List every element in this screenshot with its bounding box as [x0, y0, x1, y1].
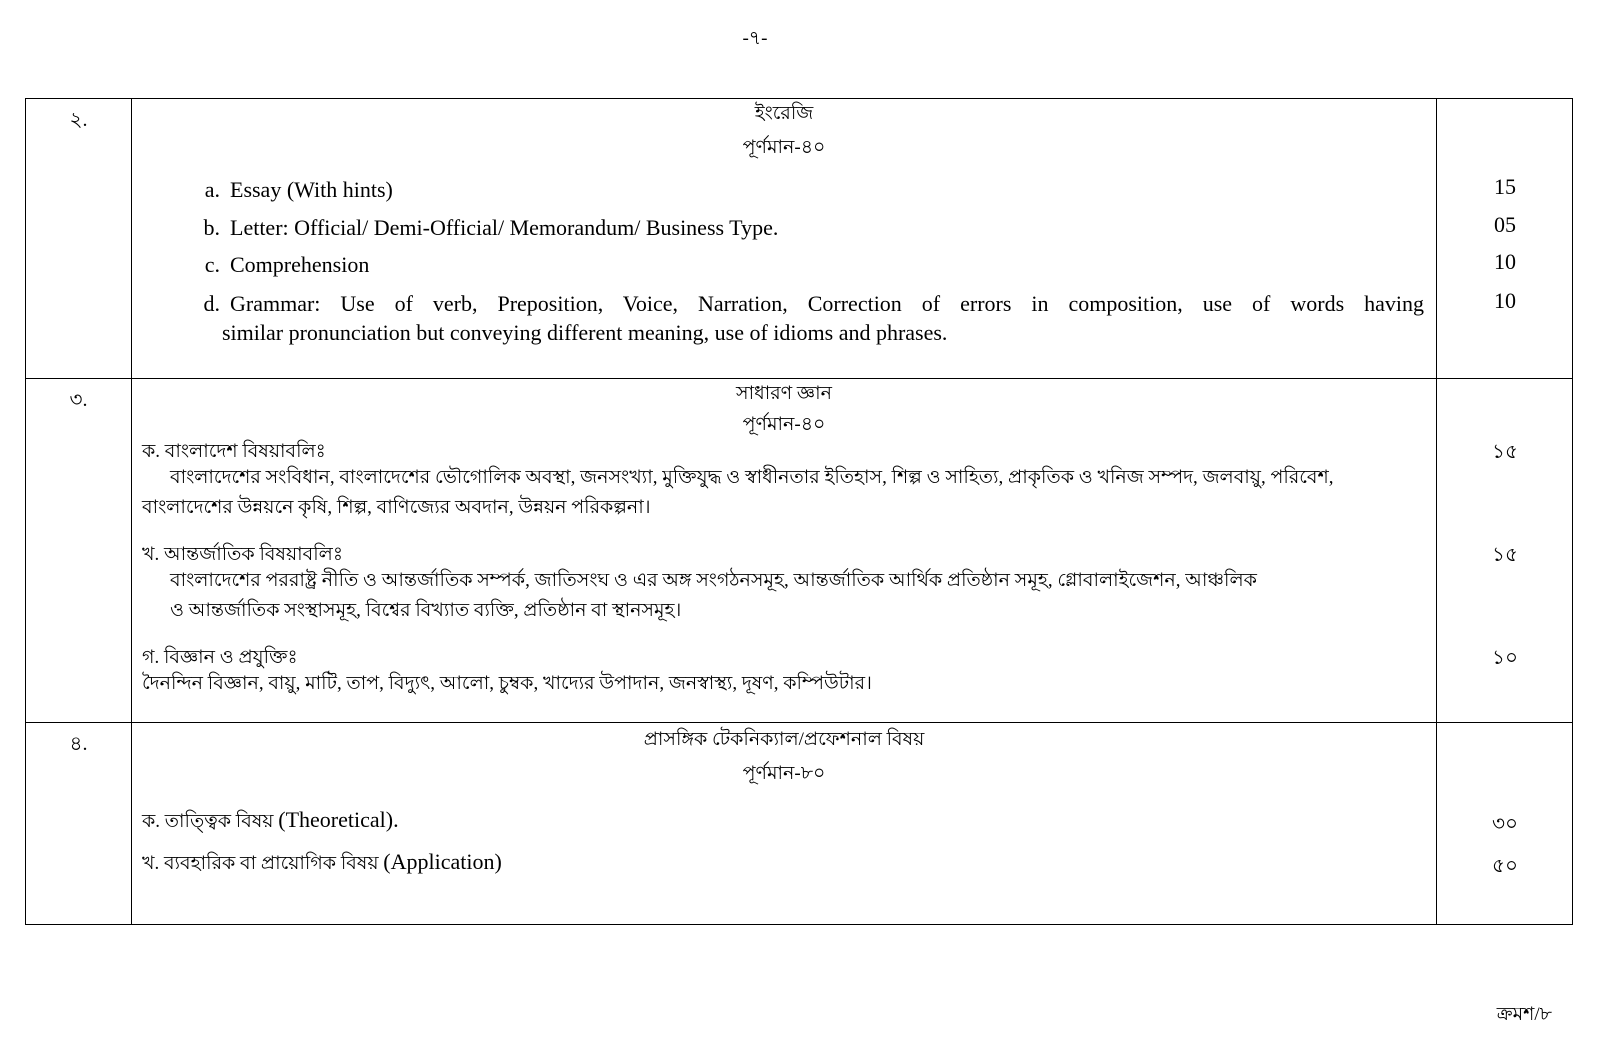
mark-value: 15: [1494, 174, 1516, 199]
full-marks: পূর্ণমান-৮০: [742, 763, 826, 784]
mark-value: ১০: [1492, 647, 1518, 669]
marks-column: [1437, 723, 1573, 925]
gk-heading-science: গ. বিজ্ঞান ও প্রযুক্তিঃ: [142, 647, 298, 668]
english-item-d-continued: similar pronunciation but conveying different meaning, use of idioms and phrases.: [222, 320, 948, 345]
marks-column: [1437, 379, 1573, 723]
mark-value: ১৫: [1492, 544, 1518, 566]
english-item-b: b. Letter: Official/ Demi-Official/ Memorandum/ Business Type.: [203, 215, 779, 240]
section-number: ৪.: [26, 723, 132, 925]
full-marks: পূর্ণমান-৪০: [742, 414, 826, 435]
syllabus-table: [25, 98, 1573, 925]
technical-item-application: খ. ব্যবহারিক বা প্রায়োগিক বিষয় (Application): [142, 849, 502, 874]
section-gk-content: [132, 379, 1437, 723]
english-item-c: c. Comprehension: [204, 252, 370, 277]
mark-value: 05: [1494, 212, 1516, 237]
section-title: ইংরেজি: [754, 103, 814, 124]
gk-body-bangladesh: বাংলাদেশের সংবিধান, বাংলাদেশের ভৌগোলিক অবস্থা, জনসংখ্যা, মুক্তিযুদ্ধ ও স্বাধীনতার ইতিহাস, শিল্প ও সাহিত্য, প্রাকৃতিক ও খনিজ সম্পদ, জলবায়ু, পরিবেশ, বাংলাদেশের উন্নয়নে কৃষি, শিল্প, বাণিজ্যের অবদান, উন্নয়ন পরিকল্পনা।: [142, 467, 1334, 518]
english-item-d: d. Grammar: Use of verb, Preposition, Voice, Narration, Correction of errors in composition, use of words having: [203, 291, 1424, 316]
gk-heading-international: খ. আন্তর্জাতিক বিষয়াবলিঃ: [142, 544, 343, 565]
technical-item-theoretical: ক. তাত্ত্বিক বিষয় (Theoretical).: [142, 807, 399, 832]
section-technical-row: [26, 723, 1573, 925]
page-number: -৭-: [742, 28, 768, 49]
full-marks: পূর্ণমান-৪০: [742, 137, 826, 158]
mark-value: 10: [1494, 288, 1516, 313]
section-number: ৩.: [26, 379, 132, 723]
section-english-content: [132, 99, 1437, 379]
section-technical-content: [132, 723, 1437, 925]
mark-value: 10: [1494, 249, 1516, 274]
mark-value: ৩০: [1491, 813, 1518, 835]
english-item-a: a. Essay (With hints): [204, 177, 393, 202]
gk-heading-bangladesh: ক. বাংলাদেশ বিষয়াবলিঃ: [142, 441, 326, 462]
continuation-note: ক্রমশ/৮: [1496, 1004, 1552, 1025]
mark-value: ১৫: [1492, 441, 1518, 463]
section-number: ২.: [26, 99, 132, 379]
marks-column: [1437, 99, 1573, 379]
section-english-row: [26, 99, 1573, 379]
section-title: সাধারণ জ্ঞান: [736, 383, 832, 404]
gk-body-international: বাংলাদেশের পররাষ্ট্র নীতি ও আন্তর্জাতিক সম্পর্ক, জাতিসংঘ ও এর অঙ্গ সংগঠনসমূহ, আন্তর্জাতিক আর্থিক প্রতিষ্ঠান সমূহ, গ্লোবালাইজেশন, আঞ্চলিক ও আন্তর্জাতিক সংস্থাসমূহ, বিশ্বের বিখ্যাত ব্যক্তি, প্রতিষ্ঠান বা স্থানসমূহ।: [170, 570, 1257, 621]
section-title: প্রাসঙ্গিক টেকনিক্যাল/প্রফেশনাল বিষয়: [643, 729, 925, 750]
mark-value: ৫০: [1492, 855, 1518, 877]
gk-body-science: দৈনন্দিন বিজ্ঞান, বায়ু, মাটি, তাপ, বিদ্যুৎ, আলো, চুম্বক, খাদ্যের উপাদান, জনস্বাস্থ্য, দূষণ, কম্পিউটার।: [142, 673, 872, 694]
section-gk-row: [26, 379, 1573, 723]
